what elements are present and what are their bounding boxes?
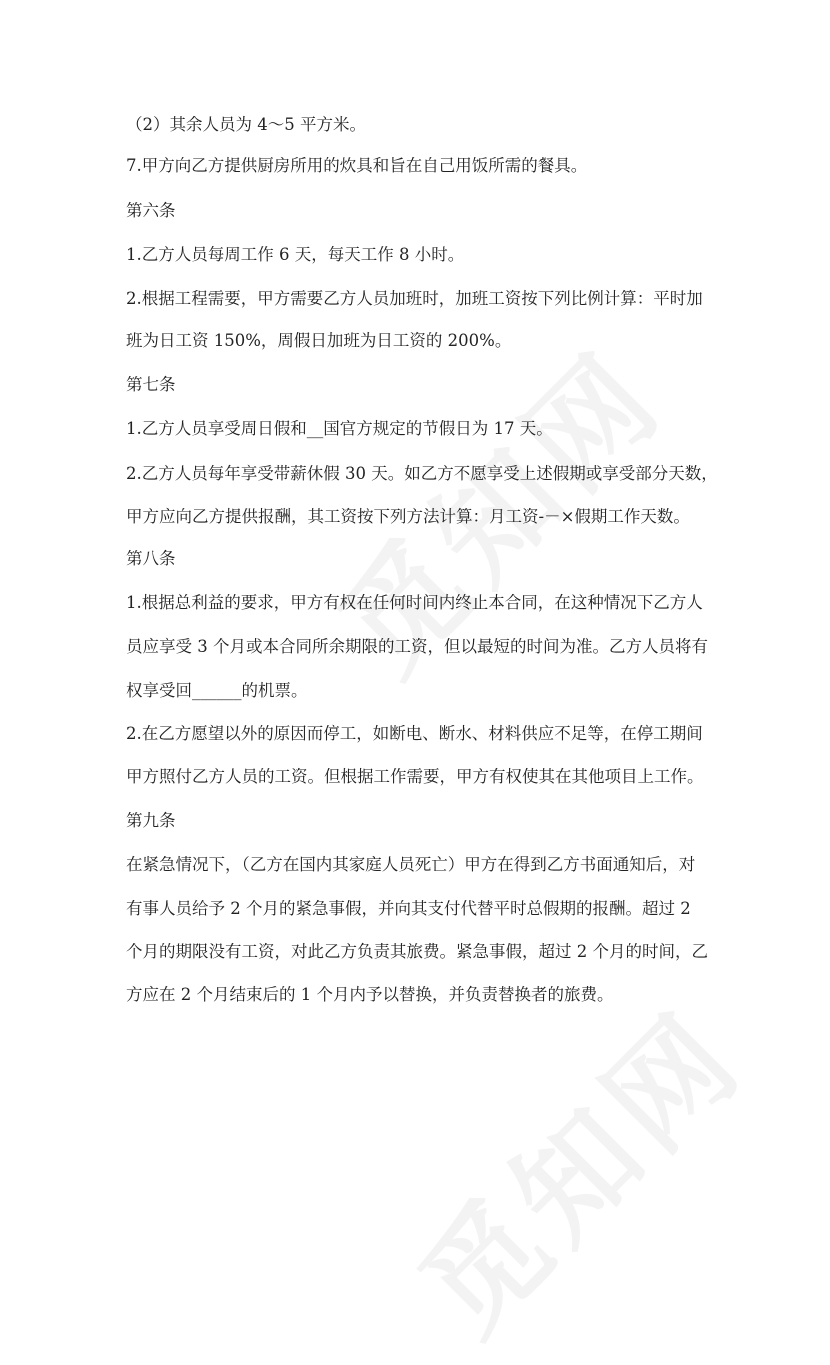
clause-line: 1.乙方人员享受周日假和__国官方规定的节假日为 17 天。 bbox=[126, 419, 553, 438]
clause-line: （2）其余人员为 4～5 平方米。 bbox=[126, 115, 366, 134]
article-heading: 第八条 bbox=[126, 549, 176, 568]
article-heading: 第七条 bbox=[126, 375, 176, 394]
clause-line: 1.乙方人员每周工作 6 天，每天工作 8 小时。 bbox=[126, 245, 465, 264]
clause-line: 有事人员给予 2 个月的紧急事假，并向其支付代替平时总假期的报酬。超过 2 bbox=[126, 899, 691, 918]
clause-line: 班为日工资 150%，周假日加班为日工资的 200%。 bbox=[126, 331, 512, 350]
clause-line: 个月的期限没有工资，对此乙方负责其旅费。紧急事假，超过 2 个月的时间，乙 bbox=[126, 942, 708, 961]
article-heading: 第六条 bbox=[126, 201, 176, 220]
clause-line: 在紧急情况下，（乙方在国内其家庭人员死亡）甲方在得到乙方书面通知后，对 bbox=[126, 855, 696, 874]
clause-line: 员应享受 3 个月或本合同所余期限的工资，但以最短的时间为准。乙方人员将有 bbox=[126, 637, 708, 656]
clause-line: 2.乙方人员每年享受带薪休假 30 天。如乙方不愿享受上述假期或享受部分天数， bbox=[126, 464, 718, 483]
clause-line: 甲方应向乙方提供报酬，其工资按下列方法计算：月工资-－×假期工作天数。 bbox=[126, 507, 690, 526]
clause-line: 2.根据工程需要，甲方需要乙方人员加班时，加班工资按下列比例计算：平时加 bbox=[126, 289, 703, 308]
article-heading: 第九条 bbox=[126, 811, 176, 830]
clause-line: 甲方照付乙方人员的工资。但根据工作需要，甲方有权使其在其他项目上工作。 bbox=[126, 767, 704, 786]
watermark bbox=[376, 967, 773, 1364]
clause-line: 方应在 2 个月结束后的 1 个月内予以替换，并负责替换者的旅费。 bbox=[126, 985, 614, 1004]
clause-line: 1.根据总利益的要求，甲方有权在任何时间内终止本合同，在这种情况下乙方人 bbox=[126, 593, 703, 612]
clause-line: 权享受回______的机票。 bbox=[126, 681, 308, 700]
clause-line: 7.甲方向乙方提供厨房所用的炊具和旨在自己用饭所需的餐具。 bbox=[126, 156, 588, 175]
clause-line: 2.在乙方愿望以外的原因而停工，如断电、断水、材料供应不足等，在停工期间 bbox=[126, 724, 703, 743]
